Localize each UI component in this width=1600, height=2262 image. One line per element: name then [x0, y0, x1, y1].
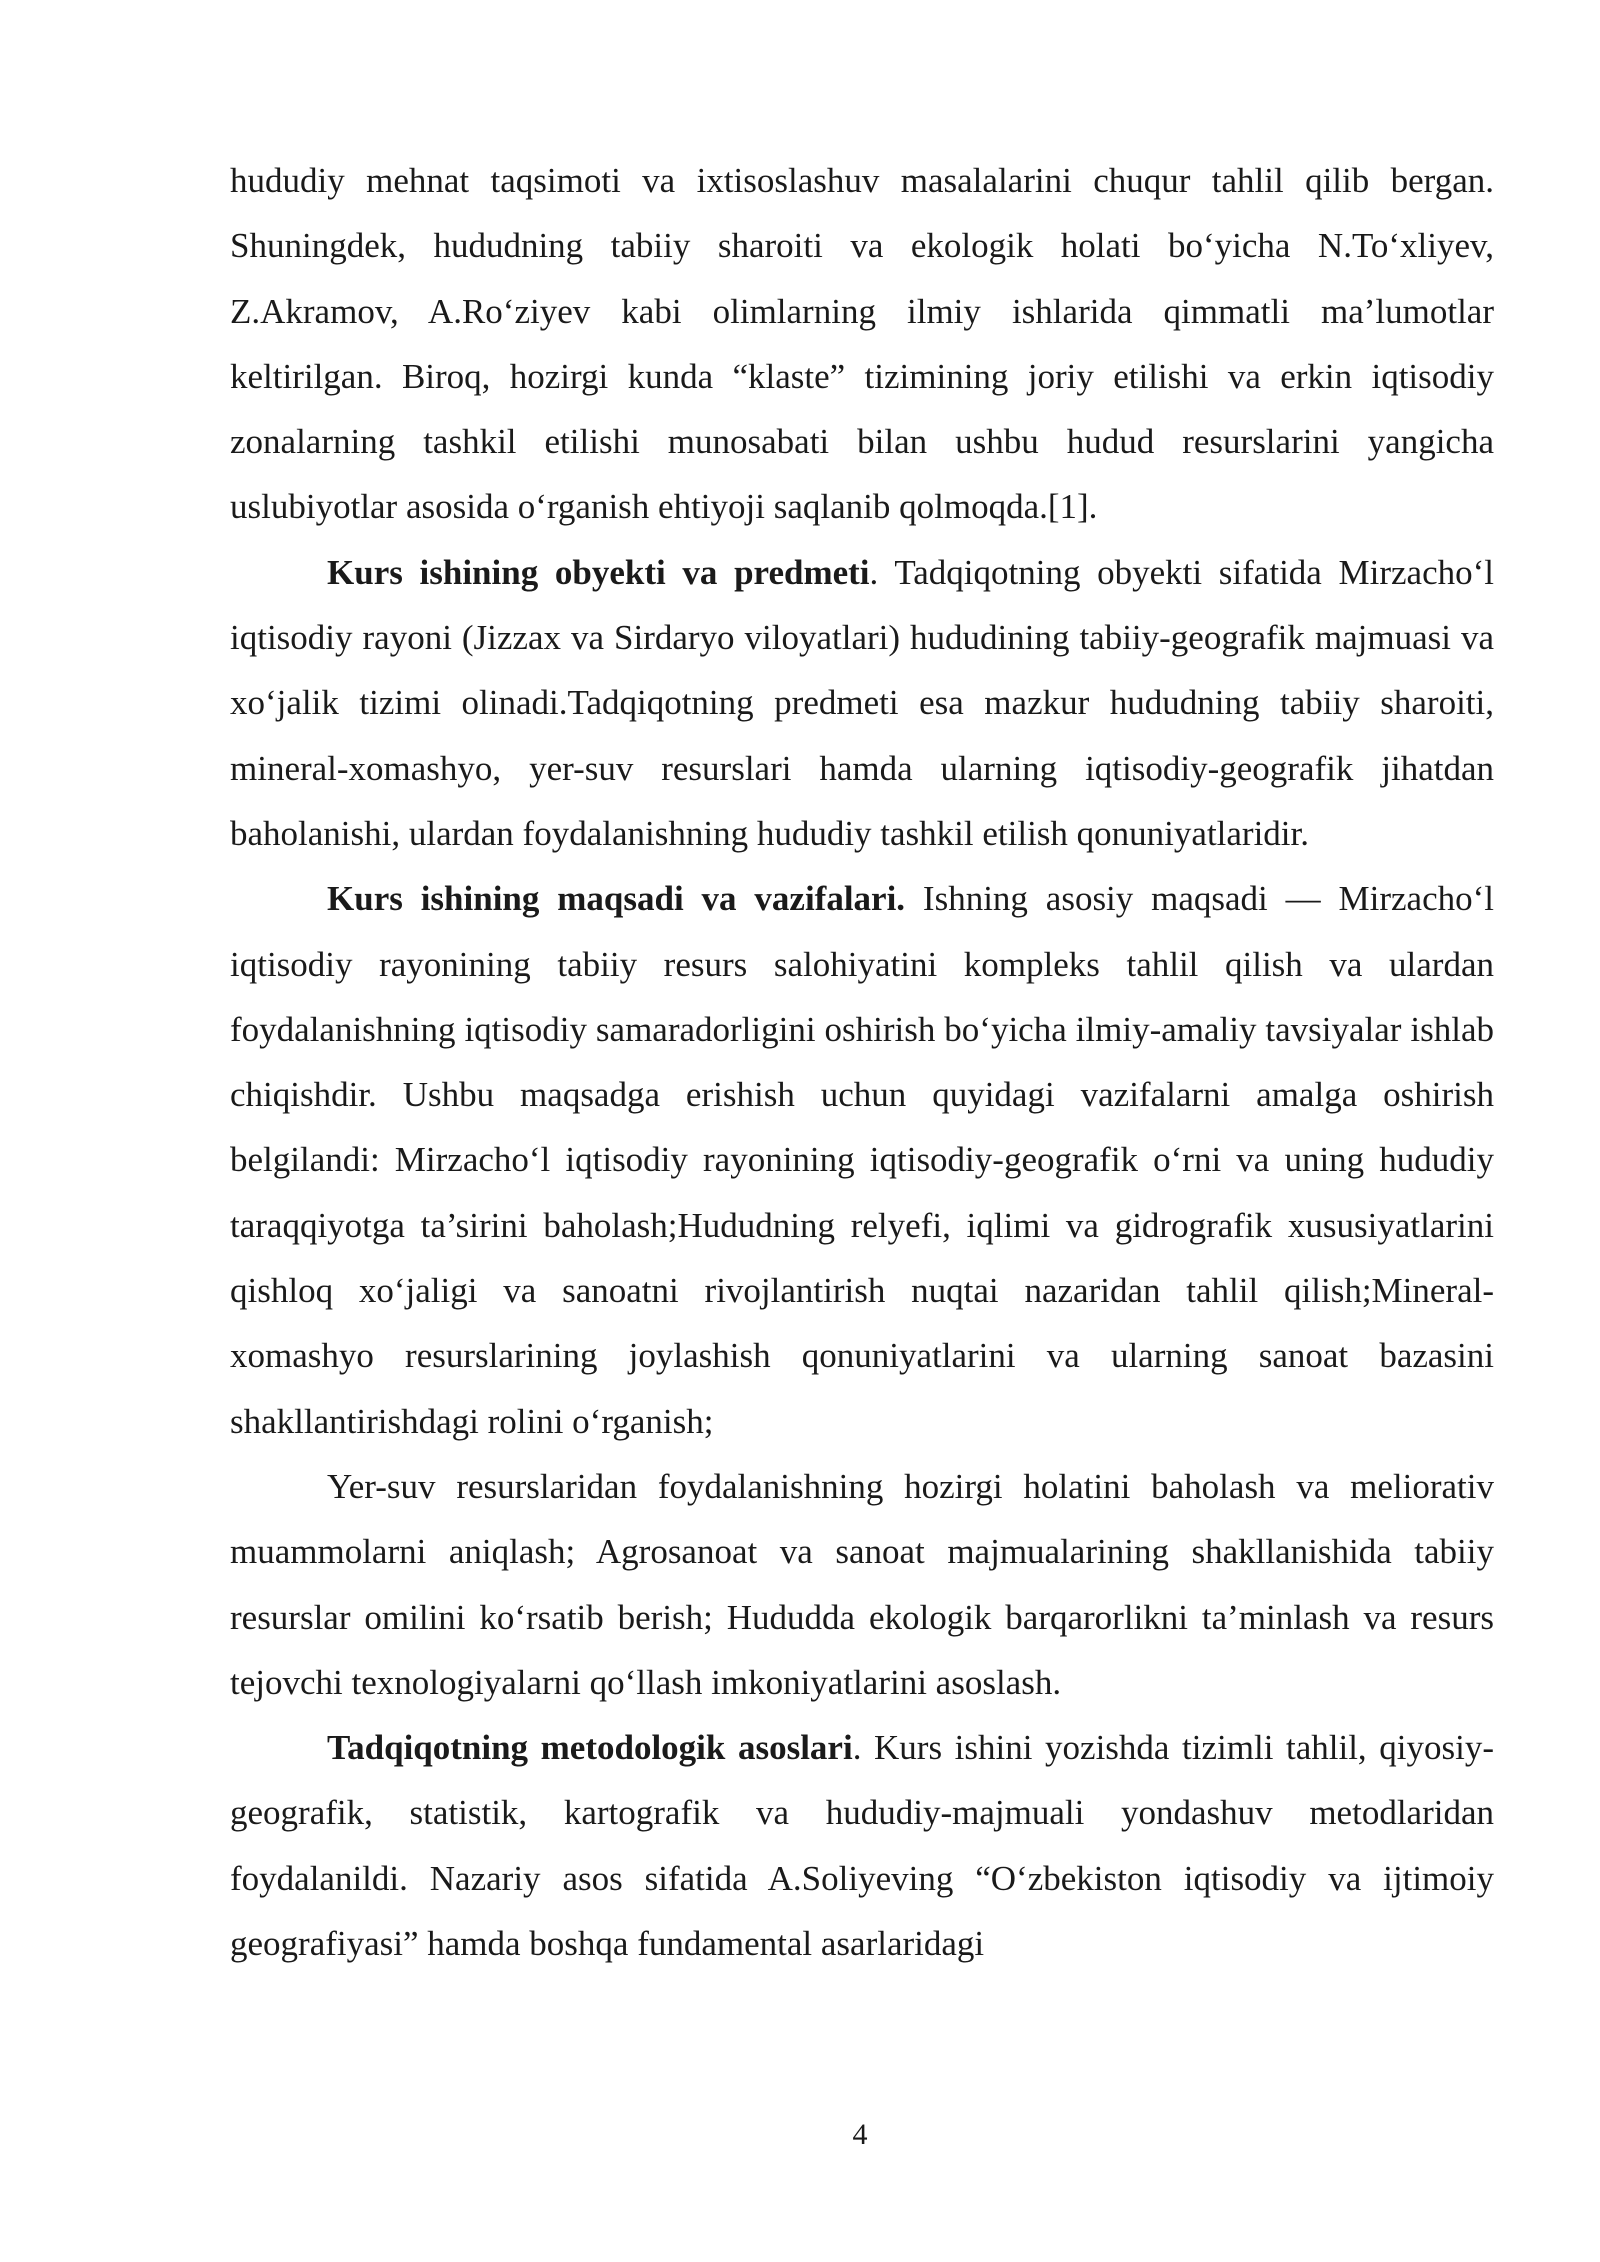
heading-object-subject: Kurs ishining obyekti va predmeti — [327, 552, 870, 592]
page-number: 4 — [852, 2118, 868, 2151]
paragraph-methodology-text: . Kurs ishini yozishda tizimli tahlil, qiyosiy-geografik, statistik, kartografik va hududiy-majmuali yondashuv metodlaridan foydalanildi. Nazariy asos sifatida A.Soliyeving “O‘zbekiston iqtisodiy va ijtimoiy geografiyasi” hamda boshqa fundamental asarlaridagi — [230, 1728, 1494, 1964]
paragraph-goal-tasks-text: Ishning asosiy maqsadi — Mirzacho‘l iqtisodiy rayonining tabiiy resurs salohiyatini kompleks tahlil qilish va ulardan foydalanishning iqtisodiy samaradorligini oshirish bo‘yicha ilmiy-amaliy tavsiyalar ishlab chiqishdir. Ushbu maqsadga erishish uchun quyidagi vazifalarni amalga oshirish belgilandi: Mirzacho‘l iqtisodiy rayonining iqtisodiy-geografik o‘rni va uning hududiy taraqqiyotga ta’sirini baholash;Hududning relyefi, iqlimi va gidrografik xususiyatlarini qishloq xo‘jaligi va sanoatni rivojlantirish nuqtai nazaridan tahlil qilish;Mineral-xomashyo resurslarining joylashish qonuniyatlarini va ularning sanoat bazasini shakllantirishdagi rolini o‘rganish; — [230, 879, 1494, 1441]
paragraph-1-text: hududiy mehnat taqsimoti va ixtisoslashuv masalalarini chuqur tahlil qilib bergan. Shuningdek, hududning tabiiy sharoiti va ekologik holati bo‘yicha N.To‘xliyev, Z.Akramov, A.Ro‘ziyev kabi olimlarning ilmiy ishlarida qimmatli ma’lumotlar keltirilgan. Biroq, hozirgi kunda “klaste” tizimining joriy etilishi va erkin iqtisodiy zonalarning tashkil etilishi munosabati bilan ushbu hudud resurslarini yangicha uslubiyotlar asosida o‘rganish ehtiyoji saqlanib qolmoqda.[1]. — [230, 161, 1494, 527]
body-text — [230, 148, 1494, 1976]
paragraph-methodology — [230, 1715, 1494, 1976]
paragraph-tasks-continued — [230, 1454, 1494, 1715]
heading-goal-tasks: Kurs ishining maqsadi va vazifalari. — [327, 879, 906, 919]
paragraph-object-subject — [230, 540, 1494, 866]
paragraph-object-subject-text: . Tadqiqotning obyekti sifatida Mirzacho‘l iqtisodiy rayoni (Jizzax va Sirdaryo viloyatlari) hududining tabiiy-geografik majmuasi va xo‘jalik tizimi olinadi.Tadqiqotning predmeti esa mazkur hududning tabiiy sharoiti, mineral-xomashyo, yer-suv resurslari hamda ularning iqtisodiy-geografik jihatdan baholanishi, ulardan foydalanishning hududiy tashkil etilish qonuniyatlaridir. — [230, 552, 1494, 853]
paragraph-goal-tasks — [230, 866, 1494, 1454]
paragraph-tasks-continued-text: Yer-suv resurslaridan foydalanishning hozirgi holatini baholash va meliorativ muammolarni aniqlash; Agrosanoat va sanoat majmualarining shakllanishida tabiiy resurslar omilini ko‘rsatib berish; Hududda ekologik barqarorlikni ta’minlash va resurs tejovchi texnologiyalarni qo‘llash imkoniyatlarini asoslash. — [230, 1466, 1494, 1702]
paragraph-1 — [230, 148, 1494, 540]
heading-methodology: Tadqiqotning metodologik asoslari — [327, 1728, 853, 1768]
